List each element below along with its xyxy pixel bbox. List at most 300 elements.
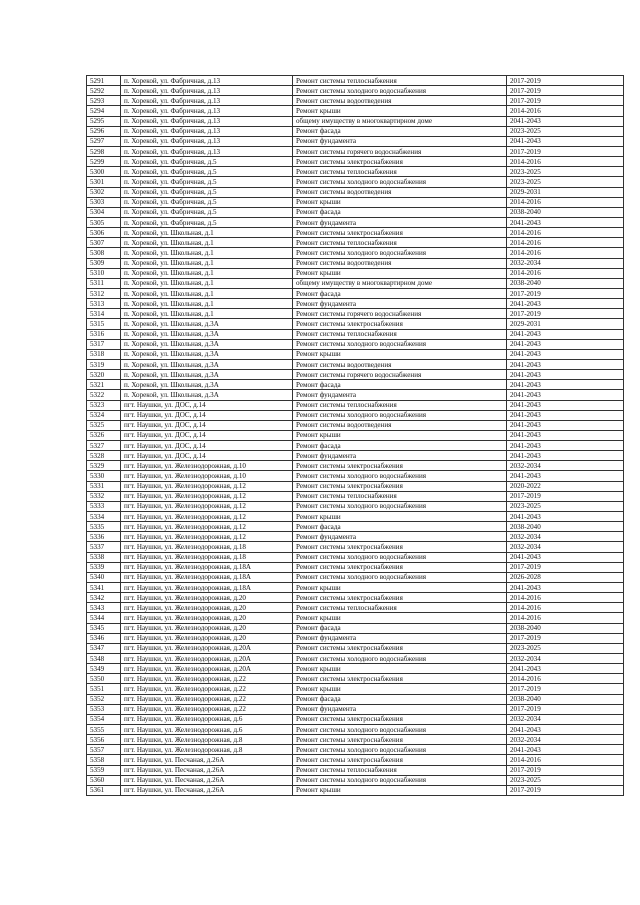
table-row xyxy=(87,481,624,491)
period-cell: 2014-2016 xyxy=(507,755,624,765)
period-cell: 2041-2043 xyxy=(507,359,624,369)
work-type-cell: Ремонт системы электроснабжения xyxy=(293,461,507,471)
work-type-cell: Ремонт системы водоотведения xyxy=(293,420,507,430)
row-number-cell: 5352 xyxy=(87,694,121,704)
work-type-cell: Ремонт системы электроснабжения xyxy=(293,593,507,603)
work-type-cell: Ремонт крыши xyxy=(293,785,507,795)
work-type-cell: Ремонт системы теплоснабжения xyxy=(293,238,507,248)
row-number-cell: 5302 xyxy=(87,187,121,197)
table-row xyxy=(87,116,624,126)
work-type-cell: Ремонт крыши xyxy=(293,106,507,116)
row-number-cell: 5340 xyxy=(87,572,121,582)
row-number-cell: 5338 xyxy=(87,552,121,562)
row-number-cell: 5322 xyxy=(87,390,121,400)
row-number-cell: 5342 xyxy=(87,593,121,603)
work-type-cell: Ремонт фундамента xyxy=(293,704,507,714)
work-type-cell: Ремонт системы теплоснабжения xyxy=(293,603,507,613)
work-type-cell: Ремонт системы горячего водоснабжения xyxy=(293,309,507,319)
row-number-cell: 5345 xyxy=(87,623,121,633)
work-type-cell: Ремонт системы теплоснабжения xyxy=(293,76,507,86)
address-cell: п. Хорекой, ул. Школьная, д.1 xyxy=(121,299,293,309)
address-cell: п. Хорекой, ул. Фабричная, д.5 xyxy=(121,157,293,167)
row-number-cell: 5334 xyxy=(87,512,121,522)
address-cell: пгт. Наушки, ул. Железнодорожная, д.22 xyxy=(121,674,293,684)
work-type-cell: Ремонт системы холодного водоснабжения xyxy=(293,471,507,481)
table-row xyxy=(87,613,624,623)
address-cell: пгт. Наушки, ул. ДОС, д.14 xyxy=(121,410,293,420)
address-cell: пгт. Наушки, ул. Песчаная, д.26А xyxy=(121,765,293,775)
table-row xyxy=(87,157,624,167)
repair-schedule-table xyxy=(86,75,624,796)
work-type-cell: Ремонт крыши xyxy=(293,430,507,440)
table-row xyxy=(87,126,624,136)
row-number-cell: 5328 xyxy=(87,451,121,461)
work-type-cell: Ремонт крыши xyxy=(293,664,507,674)
table-row xyxy=(87,410,624,420)
table-row xyxy=(87,684,624,694)
table-row xyxy=(87,167,624,177)
address-cell: пгт. Наушки, ул. Железнодорожная, д.20 xyxy=(121,593,293,603)
address-cell: пгт. Наушки, ул. Железнодорожная, д.18А xyxy=(121,583,293,593)
period-cell: 2041-2043 xyxy=(507,664,624,674)
table-row xyxy=(87,238,624,248)
work-type-cell: Ремонт крыши xyxy=(293,684,507,694)
row-number-cell: 5308 xyxy=(87,248,121,258)
address-cell: пгт. Наушки, ул. Песчаная, д.26А xyxy=(121,755,293,765)
period-cell: 2041-2043 xyxy=(507,339,624,349)
address-cell: пгт. Наушки, ул. Железнодорожная, д.20А xyxy=(121,664,293,674)
work-type-cell: Ремонт системы теплоснабжения xyxy=(293,491,507,501)
period-cell: 2041-2043 xyxy=(507,329,624,339)
work-type-cell: Ремонт системы электроснабжения xyxy=(293,157,507,167)
table-row xyxy=(87,522,624,532)
table-row xyxy=(87,552,624,562)
address-cell: пгт. Наушки, ул. Железнодорожная, д.18А xyxy=(121,572,293,582)
period-cell: 2014-2016 xyxy=(507,603,624,613)
table-row xyxy=(87,745,624,755)
table-row xyxy=(87,177,624,187)
period-cell: 2014-2016 xyxy=(507,157,624,167)
work-type-cell: Ремонт системы холодного водоснабжения xyxy=(293,572,507,582)
period-cell: 2041-2043 xyxy=(507,512,624,522)
table-row xyxy=(87,714,624,724)
table-row xyxy=(87,329,624,339)
row-number-cell: 5349 xyxy=(87,664,121,674)
address-cell: пгт. Наушки, ул. Железнодорожная, д.20 xyxy=(121,623,293,633)
period-cell: 2032-2034 xyxy=(507,258,624,268)
table-row xyxy=(87,471,624,481)
address-cell: пгт. Наушки, ул. Железнодорожная, д.12 xyxy=(121,481,293,491)
work-type-cell: Ремонт системы электроснабжения xyxy=(293,562,507,572)
address-cell: п. Хорекой, ул. Школьная, д.1 xyxy=(121,268,293,278)
row-number-cell: 5331 xyxy=(87,481,121,491)
table-row xyxy=(87,694,624,704)
row-number-cell: 5291 xyxy=(87,76,121,86)
work-type-cell: общему имуществу в многоквартирном доме xyxy=(293,116,507,126)
address-cell: пгт. Наушки, ул. Железнодорожная, д.22 xyxy=(121,684,293,694)
work-type-cell: Ремонт фундамента xyxy=(293,532,507,542)
row-number-cell: 5306 xyxy=(87,228,121,238)
row-number-cell: 5358 xyxy=(87,755,121,765)
row-number-cell: 5355 xyxy=(87,725,121,735)
address-cell: пгт. Наушки, ул. Железнодорожная, д.12 xyxy=(121,501,293,511)
work-type-cell: Ремонт системы электроснабжения xyxy=(293,735,507,745)
period-cell: 2041-2043 xyxy=(507,380,624,390)
row-number-cell: 5361 xyxy=(87,785,121,795)
address-cell: пгт. Наушки, ул. Железнодорожная, д.20 xyxy=(121,613,293,623)
period-cell: 2017-2019 xyxy=(507,96,624,106)
period-cell: 2041-2043 xyxy=(507,430,624,440)
table-row xyxy=(87,258,624,268)
table-row xyxy=(87,136,624,146)
table-row xyxy=(87,76,624,86)
address-cell: п. Хорекой, ул. Фабричная, д.13 xyxy=(121,126,293,136)
table-row xyxy=(87,228,624,238)
address-cell: пгт. Наушки, ул. Песчаная, д.26А xyxy=(121,785,293,795)
work-type-cell: Ремонт системы электроснабжения xyxy=(293,542,507,552)
period-cell: 2041-2043 xyxy=(507,349,624,359)
row-number-cell: 5312 xyxy=(87,288,121,298)
table-row xyxy=(87,400,624,410)
row-number-cell: 5300 xyxy=(87,167,121,177)
address-cell: п. Хорекой, ул. Школьная, д.3А xyxy=(121,319,293,329)
table-row xyxy=(87,268,624,278)
row-number-cell: 5339 xyxy=(87,562,121,572)
period-cell: 2041-2043 xyxy=(507,217,624,227)
work-type-cell: Ремонт системы холодного водоснабжения xyxy=(293,177,507,187)
work-type-cell: Ремонт фундамента xyxy=(293,217,507,227)
table-row xyxy=(87,583,624,593)
work-type-cell: Ремонт системы горячего водоснабжения xyxy=(293,370,507,380)
address-cell: п. Хорекой, ул. Школьная, д.1 xyxy=(121,278,293,288)
table-row xyxy=(87,603,624,613)
table-row xyxy=(87,755,624,765)
row-number-cell: 5318 xyxy=(87,349,121,359)
work-type-cell: Ремонт системы холодного водоснабжения xyxy=(293,248,507,258)
table-row xyxy=(87,359,624,369)
row-number-cell: 5316 xyxy=(87,329,121,339)
period-cell: 2014-2016 xyxy=(507,197,624,207)
period-cell: 2041-2043 xyxy=(507,583,624,593)
address-cell: п. Хорекой, ул. Школьная, д.3А xyxy=(121,390,293,400)
work-type-cell: общему имуществу в многоквартирном доме xyxy=(293,278,507,288)
work-type-cell: Ремонт фундамента xyxy=(293,633,507,643)
row-number-cell: 5325 xyxy=(87,420,121,430)
address-cell: п. Хорекой, ул. Школьная, д.1 xyxy=(121,258,293,268)
work-type-cell: Ремонт системы холодного водоснабжения xyxy=(293,654,507,664)
table-row xyxy=(87,654,624,664)
table-row xyxy=(87,562,624,572)
period-cell: 2038-2040 xyxy=(507,623,624,633)
period-cell: 2038-2040 xyxy=(507,522,624,532)
table-body xyxy=(87,76,624,796)
period-cell: 2014-2016 xyxy=(507,674,624,684)
period-cell: 2023-2025 xyxy=(507,177,624,187)
address-cell: пгт. Наушки, ул. Железнодорожная, д.22 xyxy=(121,704,293,714)
period-cell: 2041-2043 xyxy=(507,451,624,461)
table-row xyxy=(87,380,624,390)
address-cell: пгт. Наушки, ул. ДОС, д.14 xyxy=(121,451,293,461)
row-number-cell: 5341 xyxy=(87,583,121,593)
period-cell: 2041-2043 xyxy=(507,370,624,380)
work-type-cell: Ремонт фасада xyxy=(293,623,507,633)
row-number-cell: 5323 xyxy=(87,400,121,410)
address-cell: п. Хорекой, ул. Фабричная, д.13 xyxy=(121,106,293,116)
period-cell: 2017-2019 xyxy=(507,765,624,775)
row-number-cell: 5351 xyxy=(87,684,121,694)
work-type-cell: Ремонт системы теплоснабжения xyxy=(293,167,507,177)
work-type-cell: Ремонт фасада xyxy=(293,126,507,136)
table-row xyxy=(87,704,624,714)
work-type-cell: Ремонт фасада xyxy=(293,288,507,298)
table-row xyxy=(87,725,624,735)
table-row xyxy=(87,146,624,156)
row-number-cell: 5335 xyxy=(87,522,121,532)
address-cell: пгт. Наушки, ул. Железнодорожная, д.10 xyxy=(121,461,293,471)
table-row xyxy=(87,491,624,501)
period-cell: 2014-2016 xyxy=(507,106,624,116)
work-type-cell: Ремонт крыши xyxy=(293,349,507,359)
table-row xyxy=(87,430,624,440)
table-row xyxy=(87,664,624,674)
work-type-cell: Ремонт системы холодного водоснабжения xyxy=(293,86,507,96)
period-cell: 2014-2016 xyxy=(507,248,624,258)
row-number-cell: 5350 xyxy=(87,674,121,684)
table-row xyxy=(87,451,624,461)
row-number-cell: 5326 xyxy=(87,430,121,440)
table-row xyxy=(87,512,624,522)
period-cell: 2041-2043 xyxy=(507,116,624,126)
work-type-cell: Ремонт фасада xyxy=(293,207,507,217)
row-number-cell: 5307 xyxy=(87,238,121,248)
period-cell: 2029-2031 xyxy=(507,319,624,329)
period-cell: 2020-2022 xyxy=(507,481,624,491)
table-row xyxy=(87,623,624,633)
row-number-cell: 5333 xyxy=(87,501,121,511)
period-cell: 2038-2040 xyxy=(507,207,624,217)
address-cell: п. Хорекой, ул. Школьная, д.3А xyxy=(121,380,293,390)
period-cell: 2017-2019 xyxy=(507,785,624,795)
period-cell: 2041-2043 xyxy=(507,400,624,410)
period-cell: 2023-2025 xyxy=(507,775,624,785)
table-row xyxy=(87,299,624,309)
row-number-cell: 5314 xyxy=(87,309,121,319)
table-row xyxy=(87,106,624,116)
row-number-cell: 5317 xyxy=(87,339,121,349)
row-number-cell: 5294 xyxy=(87,106,121,116)
row-number-cell: 5297 xyxy=(87,136,121,146)
period-cell: 2041-2043 xyxy=(507,745,624,755)
row-number-cell: 5315 xyxy=(87,319,121,329)
row-number-cell: 5313 xyxy=(87,299,121,309)
address-cell: п. Хорекой, ул. Фабричная, д.5 xyxy=(121,177,293,187)
address-cell: пгт. Наушки, ул. Железнодорожная, д.12 xyxy=(121,522,293,532)
address-cell: пгт. Наушки, ул. Железнодорожная, д.8 xyxy=(121,735,293,745)
work-type-cell: Ремонт крыши xyxy=(293,583,507,593)
period-cell: 2032-2034 xyxy=(507,532,624,542)
row-number-cell: 5353 xyxy=(87,704,121,714)
address-cell: пгт. Наушки, ул. Песчаная, д.26А xyxy=(121,775,293,785)
row-number-cell: 5298 xyxy=(87,146,121,156)
period-cell: 2026-2028 xyxy=(507,572,624,582)
address-cell: п. Хорекой, ул. Школьная, д.3А xyxy=(121,329,293,339)
table-row xyxy=(87,370,624,380)
period-cell: 2023-2025 xyxy=(507,643,624,653)
address-cell: пгт. Наушки, ул. Железнодорожная, д.22 xyxy=(121,694,293,704)
row-number-cell: 5321 xyxy=(87,380,121,390)
address-cell: п. Хорекой, ул. Фабричная, д.5 xyxy=(121,217,293,227)
address-cell: п. Хорекой, ул. Фабричная, д.5 xyxy=(121,187,293,197)
table-row xyxy=(87,319,624,329)
work-type-cell: Ремонт фасада xyxy=(293,380,507,390)
address-cell: пгт. Наушки, ул. Железнодорожная, д.18 xyxy=(121,552,293,562)
table-row xyxy=(87,501,624,511)
row-number-cell: 5327 xyxy=(87,441,121,451)
row-number-cell: 5320 xyxy=(87,370,121,380)
table-row xyxy=(87,633,624,643)
row-number-cell: 5336 xyxy=(87,532,121,542)
table-row xyxy=(87,96,624,106)
period-cell: 2014-2016 xyxy=(507,238,624,248)
table-row xyxy=(87,197,624,207)
table-row xyxy=(87,775,624,785)
period-cell: 2014-2016 xyxy=(507,268,624,278)
address-cell: п. Хорекой, ул. Фабричная, д.13 xyxy=(121,96,293,106)
row-number-cell: 5301 xyxy=(87,177,121,187)
work-type-cell: Ремонт системы электроснабжения xyxy=(293,714,507,724)
period-cell: 2032-2034 xyxy=(507,735,624,745)
period-cell: 2041-2043 xyxy=(507,420,624,430)
row-number-cell: 5344 xyxy=(87,613,121,623)
address-cell: п. Хорекой, ул. Школьная, д.1 xyxy=(121,248,293,258)
table-row xyxy=(87,441,624,451)
table-row xyxy=(87,572,624,582)
row-number-cell: 5324 xyxy=(87,410,121,420)
period-cell: 2023-2025 xyxy=(507,501,624,511)
address-cell: пгт. Наушки, ул. Железнодорожная, д.20 xyxy=(121,633,293,643)
row-number-cell: 5292 xyxy=(87,86,121,96)
address-cell: пгт. Наушки, ул. Железнодорожная, д.20А xyxy=(121,654,293,664)
work-type-cell: Ремонт фундамента xyxy=(293,299,507,309)
address-cell: пгт. Наушки, ул. Железнодорожная, д.18А xyxy=(121,562,293,572)
work-type-cell: Ремонт крыши xyxy=(293,613,507,623)
table-row xyxy=(87,217,624,227)
period-cell: 2017-2019 xyxy=(507,288,624,298)
period-cell: 2038-2040 xyxy=(507,694,624,704)
work-type-cell: Ремонт фундамента xyxy=(293,136,507,146)
row-number-cell: 5299 xyxy=(87,157,121,167)
work-type-cell: Ремонт системы электроснабжения xyxy=(293,319,507,329)
address-cell: п. Хорекой, ул. Фабричная, д.5 xyxy=(121,167,293,177)
work-type-cell: Ремонт системы водоотведения xyxy=(293,359,507,369)
address-cell: п. Хорекой, ул. Фабричная, д.13 xyxy=(121,136,293,146)
row-number-cell: 5356 xyxy=(87,735,121,745)
table-row xyxy=(87,278,624,288)
table-row xyxy=(87,309,624,319)
table-row xyxy=(87,593,624,603)
work-type-cell: Ремонт системы холодного водоснабжения xyxy=(293,775,507,785)
address-cell: п. Хорекой, ул. Фабричная, д.13 xyxy=(121,86,293,96)
work-type-cell: Ремонт системы холодного водоснабжения xyxy=(293,339,507,349)
address-cell: пгт. Наушки, ул. ДОС, д.14 xyxy=(121,420,293,430)
work-type-cell: Ремонт системы электроснабжения xyxy=(293,228,507,238)
work-type-cell: Ремонт системы холодного водоснабжения xyxy=(293,410,507,420)
table-row xyxy=(87,461,624,471)
row-number-cell: 5304 xyxy=(87,207,121,217)
period-cell: 2017-2019 xyxy=(507,86,624,96)
address-cell: п. Хорекой, ул. Школьная, д.1 xyxy=(121,288,293,298)
address-cell: пгт. Наушки, ул. Железнодорожная, д.12 xyxy=(121,532,293,542)
table-row xyxy=(87,765,624,775)
work-type-cell: Ремонт системы холодного водоснабжения xyxy=(293,725,507,735)
address-cell: пгт. Наушки, ул. Железнодорожная, д.6 xyxy=(121,725,293,735)
work-type-cell: Ремонт фасада xyxy=(293,441,507,451)
period-cell: 2038-2040 xyxy=(507,278,624,288)
row-number-cell: 5360 xyxy=(87,775,121,785)
work-type-cell: Ремонт системы электроснабжения xyxy=(293,674,507,684)
work-type-cell: Ремонт системы водоотведения xyxy=(293,258,507,268)
table-row xyxy=(87,542,624,552)
address-cell: п. Хорекой, ул. Фабричная, д.5 xyxy=(121,197,293,207)
address-cell: пгт. Наушки, ул. Железнодорожная, д.6 xyxy=(121,714,293,724)
work-type-cell: Ремонт крыши xyxy=(293,268,507,278)
row-number-cell: 5346 xyxy=(87,633,121,643)
work-type-cell: Ремонт фасада xyxy=(293,522,507,532)
work-type-cell: Ремонт системы холодного водоснабжения xyxy=(293,745,507,755)
address-cell: пгт. Наушки, ул. Железнодорожная, д.20 xyxy=(121,603,293,613)
table-row xyxy=(87,187,624,197)
table-row xyxy=(87,643,624,653)
row-number-cell: 5354 xyxy=(87,714,121,724)
period-cell: 2029-2031 xyxy=(507,187,624,197)
period-cell: 2014-2016 xyxy=(507,593,624,603)
row-number-cell: 5303 xyxy=(87,197,121,207)
address-cell: п. Хорекой, ул. Школьная, д.3А xyxy=(121,359,293,369)
table-row xyxy=(87,674,624,684)
address-cell: п. Хорекой, ул. Фабричная, д.13 xyxy=(121,116,293,126)
period-cell: 2041-2043 xyxy=(507,552,624,562)
row-number-cell: 5329 xyxy=(87,461,121,471)
period-cell: 2041-2043 xyxy=(507,390,624,400)
row-number-cell: 5305 xyxy=(87,217,121,227)
table-row xyxy=(87,349,624,359)
period-cell: 2041-2043 xyxy=(507,441,624,451)
period-cell: 2017-2019 xyxy=(507,309,624,319)
work-type-cell: Ремонт системы электроснабжения xyxy=(293,643,507,653)
address-cell: пгт. Наушки, ул. ДОС, д.14 xyxy=(121,430,293,440)
work-type-cell: Ремонт системы водоотведения xyxy=(293,96,507,106)
period-cell: 2014-2016 xyxy=(507,228,624,238)
address-cell: п. Хорекой, ул. Школьная, д.3А xyxy=(121,339,293,349)
address-cell: пгт. Наушки, ул. Железнодорожная, д.12 xyxy=(121,512,293,522)
period-cell: 2014-2016 xyxy=(507,613,624,623)
work-type-cell: Ремонт системы водоотведения xyxy=(293,187,507,197)
row-number-cell: 5359 xyxy=(87,765,121,775)
row-number-cell: 5293 xyxy=(87,96,121,106)
work-type-cell: Ремонт фундамента xyxy=(293,451,507,461)
work-type-cell: Ремонт системы холодного водоснабжения xyxy=(293,501,507,511)
period-cell: 2017-2019 xyxy=(507,633,624,643)
period-cell: 2041-2043 xyxy=(507,410,624,420)
work-type-cell: Ремонт системы электроснабжения xyxy=(293,481,507,491)
row-number-cell: 5330 xyxy=(87,471,121,481)
row-number-cell: 5311 xyxy=(87,278,121,288)
period-cell: 2041-2043 xyxy=(507,136,624,146)
address-cell: п. Хорекой, ул. Школьная, д.3А xyxy=(121,370,293,380)
address-cell: пгт. Наушки, ул. Железнодорожная, д.12 xyxy=(121,491,293,501)
work-type-cell: Ремонт системы горячего водоснабжения xyxy=(293,146,507,156)
row-number-cell: 5309 xyxy=(87,258,121,268)
